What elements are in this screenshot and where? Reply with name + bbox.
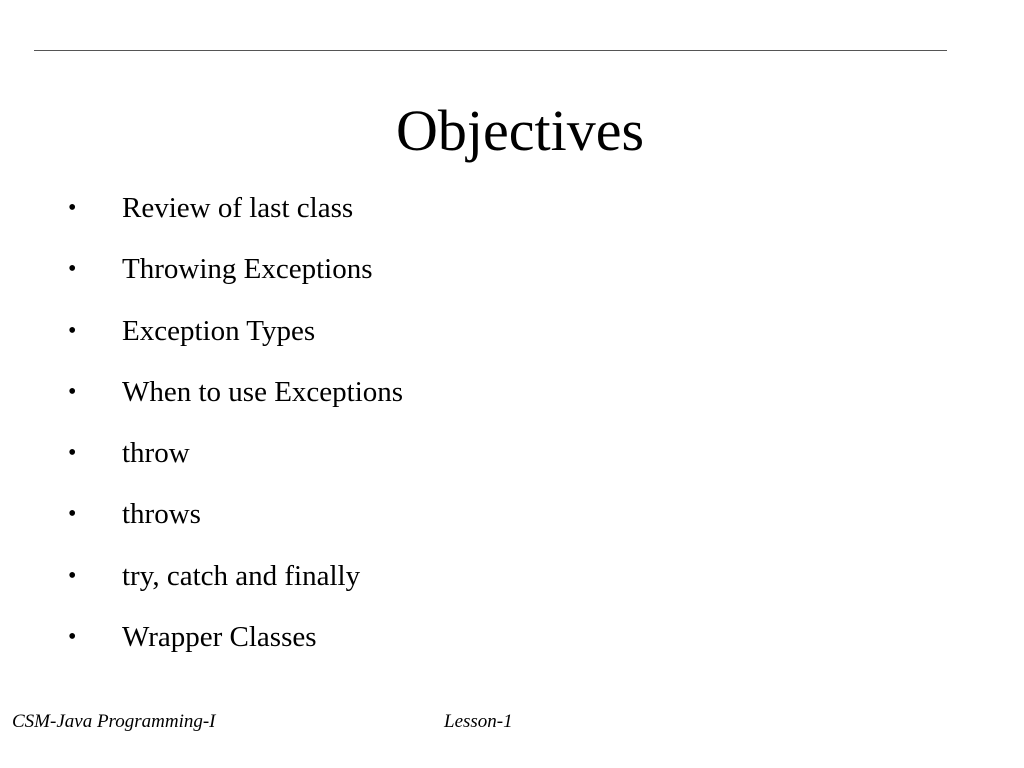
list-item [68,186,403,247]
objectives-list [68,186,403,676]
bullet-icon: • [68,562,77,589]
bullet-icon: • [68,378,77,405]
list-item [68,247,403,308]
bullet-text: throw [122,437,190,470]
bullet-icon: • [68,317,77,344]
bullet-text: Exception Types [122,314,316,347]
bullet-text: Wrapper Classes [122,621,317,654]
bullet-text: When to use Exceptions [122,375,404,408]
list-item [68,309,403,370]
bullet-icon: • [68,256,77,283]
footer-lesson: Lesson-1 [444,711,513,732]
bullet-text: Review of last class [122,192,354,224]
bullet-text: throws [122,498,201,531]
list-item [68,554,403,615]
list-item [68,615,403,676]
list-item [68,492,403,553]
bullet-icon: • [68,440,77,467]
bullet-icon: • [68,624,77,651]
bullet-icon: • [68,195,77,221]
bullet-text: Throwing Exceptions [122,253,373,286]
top-divider [34,50,947,51]
slide-title: Objectives [395,98,645,163]
list-item [68,431,403,492]
footer-course: CSM-Java Programming-I [12,711,216,732]
bullet-text: try, catch and finally [122,559,361,592]
bullet-icon: • [68,501,77,528]
list-item [68,370,403,431]
